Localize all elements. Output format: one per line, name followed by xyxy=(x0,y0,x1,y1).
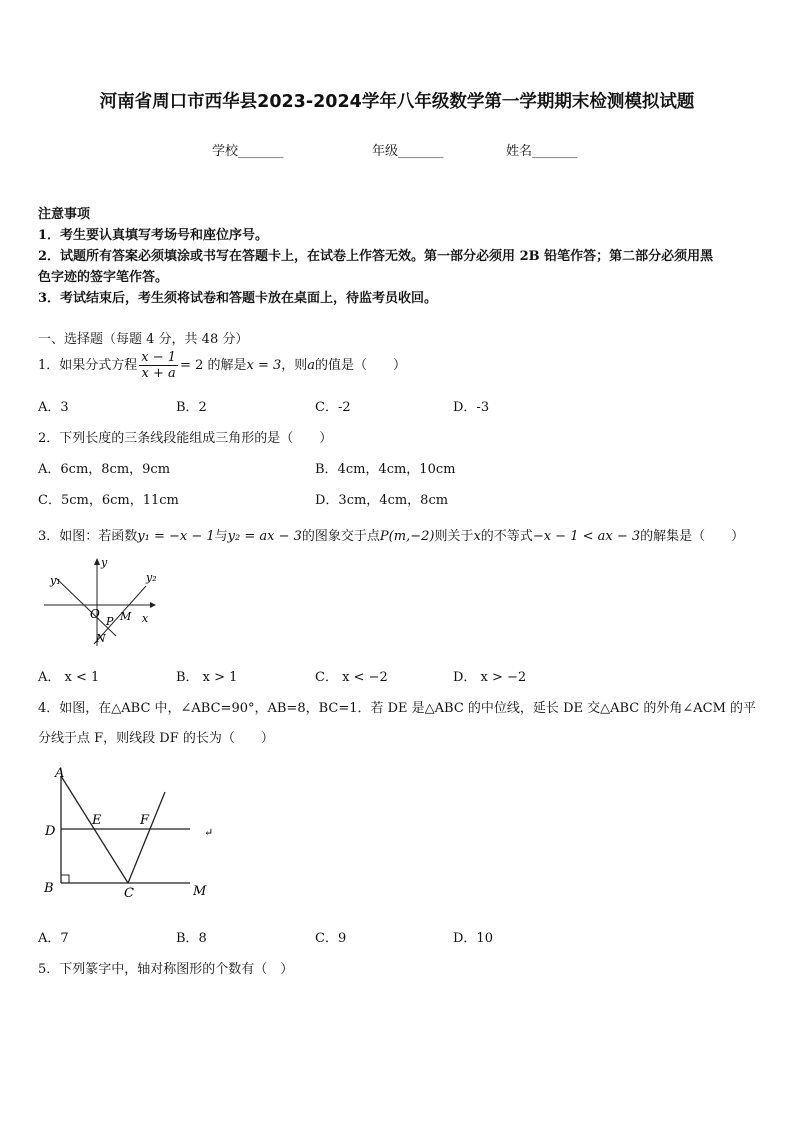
notice-item: 1．考生要认真填写考场号和座位序号。 xyxy=(38,228,269,243)
question-1-stem xyxy=(38,348,406,384)
q3-function-1: y₁ = −x − 1 xyxy=(137,529,215,544)
q1-denominator: x + a xyxy=(141,366,176,381)
name-field: 姓名_______ xyxy=(506,144,578,159)
label-y1: y₁ xyxy=(50,574,61,587)
q4-option-b[interactable]: B．8 xyxy=(176,931,207,946)
label-A: A xyxy=(55,766,65,781)
q4-option-c[interactable]: C．9 xyxy=(315,931,347,946)
label-E: E xyxy=(92,813,102,828)
label-N: N xyxy=(96,632,106,645)
q3-point: P(m,−2) xyxy=(379,529,435,544)
question-2-stem: 2．下列长度的三条线段能组成三角形的是（ ） xyxy=(38,431,333,446)
q4-option-a[interactable]: A．7 xyxy=(38,931,69,946)
notice-item: 色字迹的签字笔作答。 xyxy=(38,270,169,285)
segment-CF xyxy=(128,792,165,883)
q1-text: = 2 的解是 xyxy=(180,358,247,373)
label-M: M xyxy=(193,884,207,899)
q3-text: 与 xyxy=(214,529,228,544)
label-M: M xyxy=(120,610,132,623)
y-axis-arrow xyxy=(94,558,100,565)
label-D: D xyxy=(45,824,56,839)
x-axis-arrow xyxy=(150,602,156,608)
notice-item: 3．考试结束后，考生须将试卷和答题卡放在桌面上，待监考员收回。 xyxy=(38,291,438,306)
q3-graph-figure xyxy=(44,556,164,648)
q1-text: 的值是（ ） xyxy=(315,358,407,373)
right-angle-mark xyxy=(61,875,69,883)
label-origin: O xyxy=(90,607,100,621)
q1-numerator: x − 1 xyxy=(141,350,177,365)
q1-option-a[interactable]: A．3 xyxy=(38,400,69,415)
q3-option-b[interactable]: B． x > 1 xyxy=(176,670,238,685)
q3-option-d[interactable]: D． x > −2 xyxy=(453,670,527,685)
q2-option-d[interactable]: D．3cm，4cm，8cm xyxy=(315,493,449,508)
label-C: C xyxy=(124,886,134,901)
question-3-stem xyxy=(38,525,744,544)
q4-option-d[interactable]: D．10 xyxy=(453,931,493,946)
question-4-stem-line2: 分线于点 F，则线段 DF 的长为（ ） xyxy=(38,731,274,746)
q3-function-2: y₂ = ax − 3 xyxy=(227,529,302,544)
q3-text: 3．如图：若函数 xyxy=(38,529,138,544)
q2-option-a[interactable]: A．6cm，8cm，9cm xyxy=(38,462,171,477)
label-y: y xyxy=(101,556,108,569)
q3-text: 的解集是（ ） xyxy=(640,529,745,544)
q3-text: 的不等式 xyxy=(480,529,533,544)
q3-option-c[interactable]: C． x < −2 xyxy=(315,670,388,685)
label-P: P xyxy=(106,615,114,628)
q1-variable: a xyxy=(307,358,316,373)
question-4-stem-line1: 4．如图，在△ABC 中，∠ABC=90°，AB=8，BC=1．若 DE 是△ABC 的中位线，延长 DE 交△ABC 的外角∠ACM 的平 xyxy=(38,701,757,716)
q1-option-b[interactable]: B．2 xyxy=(176,400,207,415)
q3-text: 的图象交于点 xyxy=(301,529,380,544)
notice-item: 2．试题所有答案必须填涂或书写在答题卡上，在试卷上作答无效。第一部分必须用 2B 铅笔作答；第二部分必须用黑 xyxy=(38,249,714,264)
label-B: B xyxy=(44,881,54,896)
q3-inequality: −x − 1 < ax − 3 xyxy=(532,529,641,544)
q3-text: 则关于 xyxy=(434,529,474,544)
notice-heading: 注意事项 xyxy=(38,207,91,222)
section-heading: 一、选择题（每题 4 分，共 48 分） xyxy=(38,332,249,347)
grade-field: 年级_______ xyxy=(372,144,444,159)
label-y2: y₂ xyxy=(146,571,157,584)
q3-variable: x xyxy=(473,529,481,544)
q1-text: 1．如果分式方程 xyxy=(38,358,138,373)
q2-option-b[interactable]: B．4cm，4cm，10cm xyxy=(315,462,456,477)
q3-option-a[interactable]: A． x < 1 xyxy=(38,670,100,685)
q1-fraction xyxy=(139,350,178,381)
paragraph-mark: ↵ xyxy=(204,826,214,839)
q1-option-c[interactable]: C．-2 xyxy=(315,400,351,415)
q1-solution: x = 3 xyxy=(246,358,282,373)
label-x: x xyxy=(142,612,149,625)
question-5-stem: 5．下列篆字中，轴对称图形的个数有（ ） xyxy=(38,962,294,977)
q1-option-d[interactable]: D．-3 xyxy=(453,400,490,415)
q4-triangle-figure xyxy=(40,762,220,902)
q1-text: ，则 xyxy=(281,358,308,373)
school-field: 学校_______ xyxy=(212,144,284,159)
label-F: F xyxy=(140,813,150,828)
page-title: 河南省周口市西华县2023-2024学年八年级数学第一学期期末检测模拟试题 xyxy=(99,92,695,112)
q2-option-c[interactable]: C．5cm，6cm，11cm xyxy=(38,493,179,508)
